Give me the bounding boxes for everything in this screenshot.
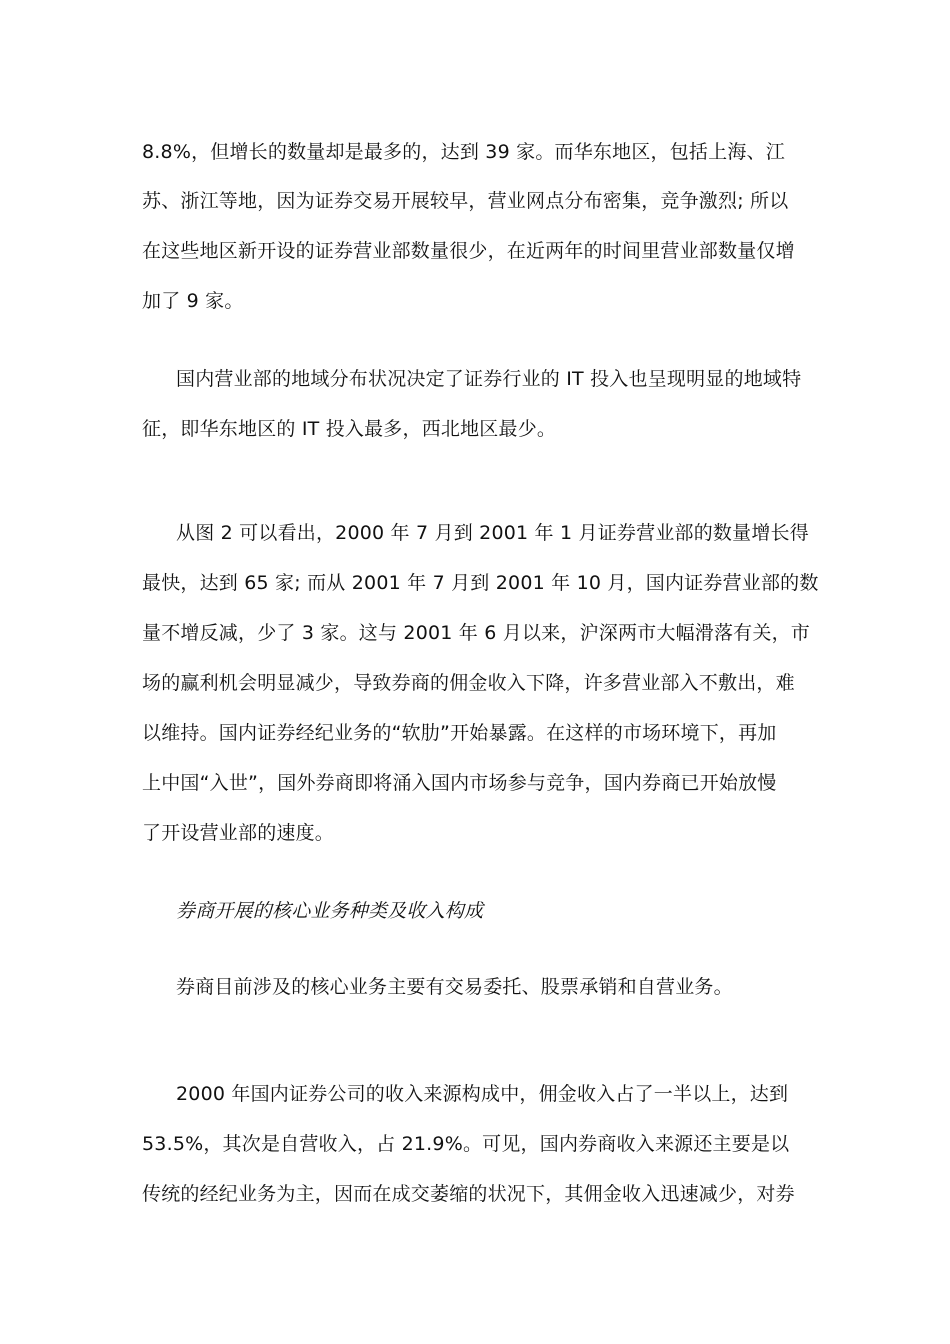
paragraph-1-line-3: 在这些地区新开设的证券营业部数量很少，在近两年的时间里营业部数量仅增 bbox=[142, 240, 795, 262]
paragraph-5-line-3: 传统的经纪业务为主，因而在成交萎缩的状况下，其佣金收入迅速减少，对券 bbox=[142, 1183, 795, 1205]
paragraph-4-line-1: 券商目前涉及的核心业务主要有交易委托、股票承销和自营业务。 bbox=[176, 976, 733, 998]
paragraph-3-line-1: 从图 2 可以看出，2000 年 7 月到 2001 年 1 月证券营业部的数量增长得 bbox=[176, 522, 809, 544]
paragraph-3-line-6: 上中国“入世”，国外券商即将涌入国内市场参与竞争，国内券商已开始放慢 bbox=[142, 772, 777, 794]
paragraph-3-line-7: 了开设营业部的速度。 bbox=[142, 822, 335, 844]
paragraph-5-line-1: 2000 年国内证券公司的收入来源构成中，佣金收入占了一半以上，达到 bbox=[176, 1083, 789, 1105]
paragraph-1-line-2: 苏、浙江等地，因为证券交易开展较早，营业网点分布密集，竞争激烈; 所以 bbox=[142, 190, 789, 212]
paragraph-1-line-1: 8.8%，但增长的数量却是最多的，达到 39 家。而华东地区，包括上海、江 bbox=[142, 141, 785, 163]
paragraph-5-line-2: 53.5%，其次是自营收入，占 21.9%。可见，国内券商收入来源还主要是以 bbox=[142, 1133, 790, 1155]
paragraph-3-line-5: 以维持。国内证券经纪业务的“软肋”开始暴露。在这样的市场环境下，再加 bbox=[142, 722, 777, 744]
paragraph-3-line-4: 场的赢利机会明显减少，导致券商的佣金收入下降，许多营业部入不敷出，难 bbox=[142, 672, 795, 694]
paragraph-2-line-2: 征，即华东地区的 IT 投入最多，西北地区最少。 bbox=[142, 418, 557, 440]
paragraph-3-line-3: 量不增反减，少了 3 家。这与 2001 年 6 月以来，沪深两市大幅滑落有关，市 bbox=[142, 622, 810, 644]
paragraph-3-line-2: 最快，达到 65 家; 而从 2001 年 7 月到 2001 年 10 月，国内证券营业部的数 bbox=[142, 572, 819, 594]
section-heading: 券商开展的核心业务种类及收入构成 bbox=[176, 900, 484, 922]
paragraph-2-line-1: 国内营业部的地域分布状况决定了证券行业的 IT 投入也呈现明显的地域特 bbox=[176, 368, 802, 390]
paragraph-1-line-4: 加了 9 家。 bbox=[142, 290, 244, 312]
